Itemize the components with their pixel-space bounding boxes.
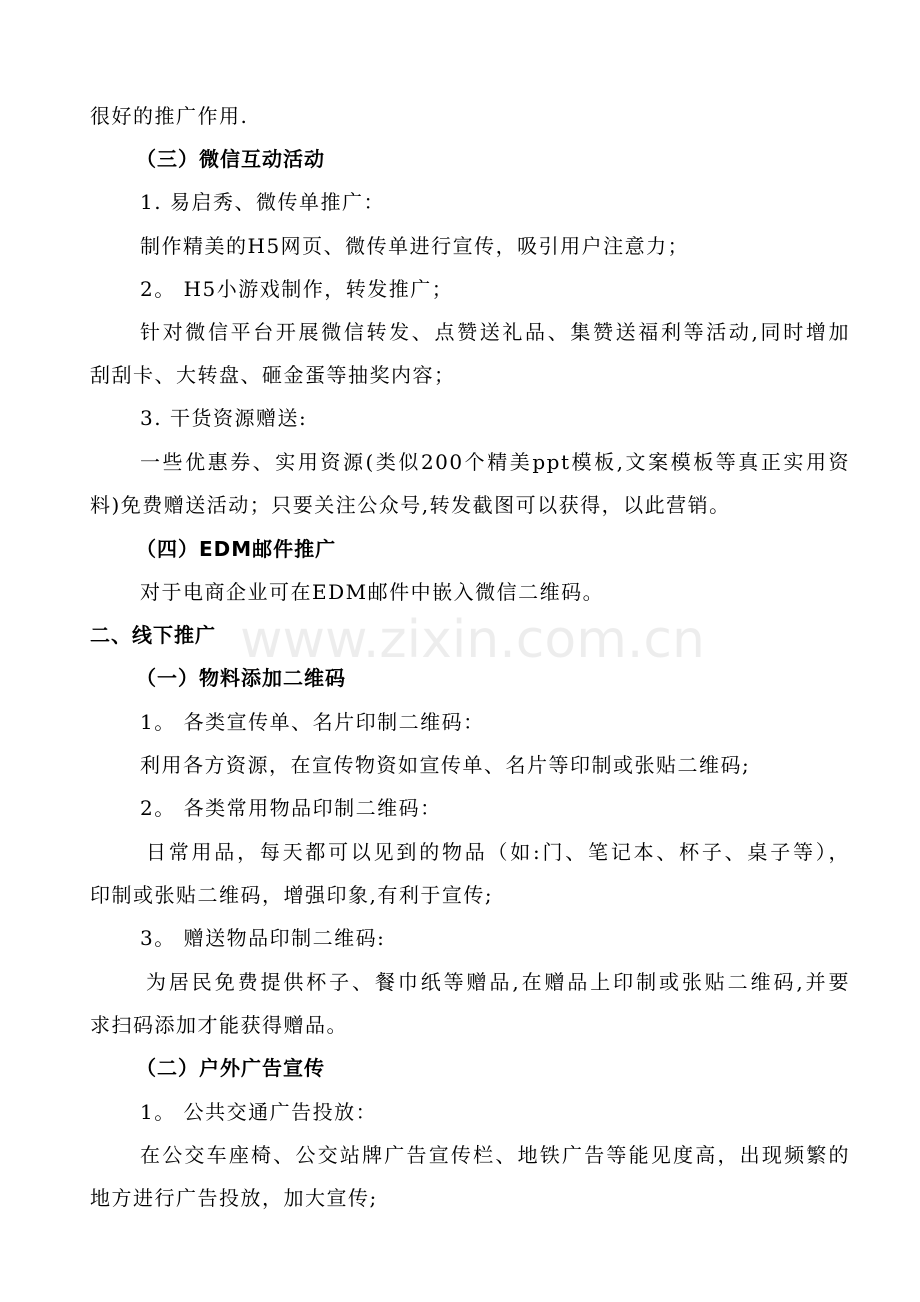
paragraph-text: 日常用品，每天都可以见到的物品（如:门、笔记本、杯子、桌子等）， [146,840,850,864]
paragraph-text: 刮刮卡、大转盘、砸金蛋等抽奖内容； [90,363,456,387]
list-item-heading: 2。 各类常用物品印制二维码： [140,796,442,820]
paragraph-text: 料)免费赠送活动；只要关注公众号,转发截图可以获得，以此营销。 [90,493,731,517]
paragraph-text: 一些优惠券、实用资源(类似200个精美ppt模板,文案模板等真正实用资 [140,450,850,474]
list-item-heading: 1。 各类宣传单、名片印制二维码： [140,710,485,734]
paragraph-text: 地方进行广告投放，加大宣传; [90,1186,378,1210]
paragraph-text: 针对微信平台开展微信转发、点赞送礼品、集赞送福利等活动,同时增加 [140,320,850,344]
list-item-heading: 1. 易启秀、微传单推广： [140,190,385,214]
paragraph-text: 为居民免费提供杯子、餐巾纸等赠品,在赠品上印制或张贴二维码,并要 [146,970,850,994]
chapter-heading-offline: 二、线下推广 [90,623,216,647]
section-heading-outdoor: （二）户外广告宣传 [136,1056,325,1080]
section-heading-edm: （四）EDM邮件推广 [136,537,337,561]
list-item-heading: 3。 赠送物品印制二维码: [140,926,386,950]
paragraph-text: 在公交车座椅、公交站牌广告宣传栏、地铁广告等能见度高，出现频繁的 [140,1143,850,1167]
watermark: www.zixin.com.cn [240,610,705,670]
list-item-heading: 3. 干货资源赠送: [140,406,308,430]
paragraph-text: 印制或张贴二维码，增强印象,有利于宣传; [90,883,494,907]
list-item-heading: 2。 H5小游戏制作，转发推广； [140,277,454,301]
section-heading-wechat-activities: （三）微信互动活动 [136,147,325,171]
paragraph-text: 求扫码添加才能获得赠品。 [90,1013,348,1037]
paragraph-text: 对于电商企业可在EDM邮件中嵌入微信二维码。 [140,580,605,604]
paragraph-text: 制作精美的H5网页、微传单进行宣传，吸引用户注意力； [140,234,690,258]
paragraph-text: 利用各方资源，在宣传物资如宣传单、名片等印制或张贴二维码; [140,753,751,777]
paragraph-continuation: 很好的推广作用. [90,104,249,128]
list-item-heading: 1。 公共交通广告投放： [140,1100,378,1124]
section-heading-materials: （一）物料添加二维码 [136,666,346,690]
